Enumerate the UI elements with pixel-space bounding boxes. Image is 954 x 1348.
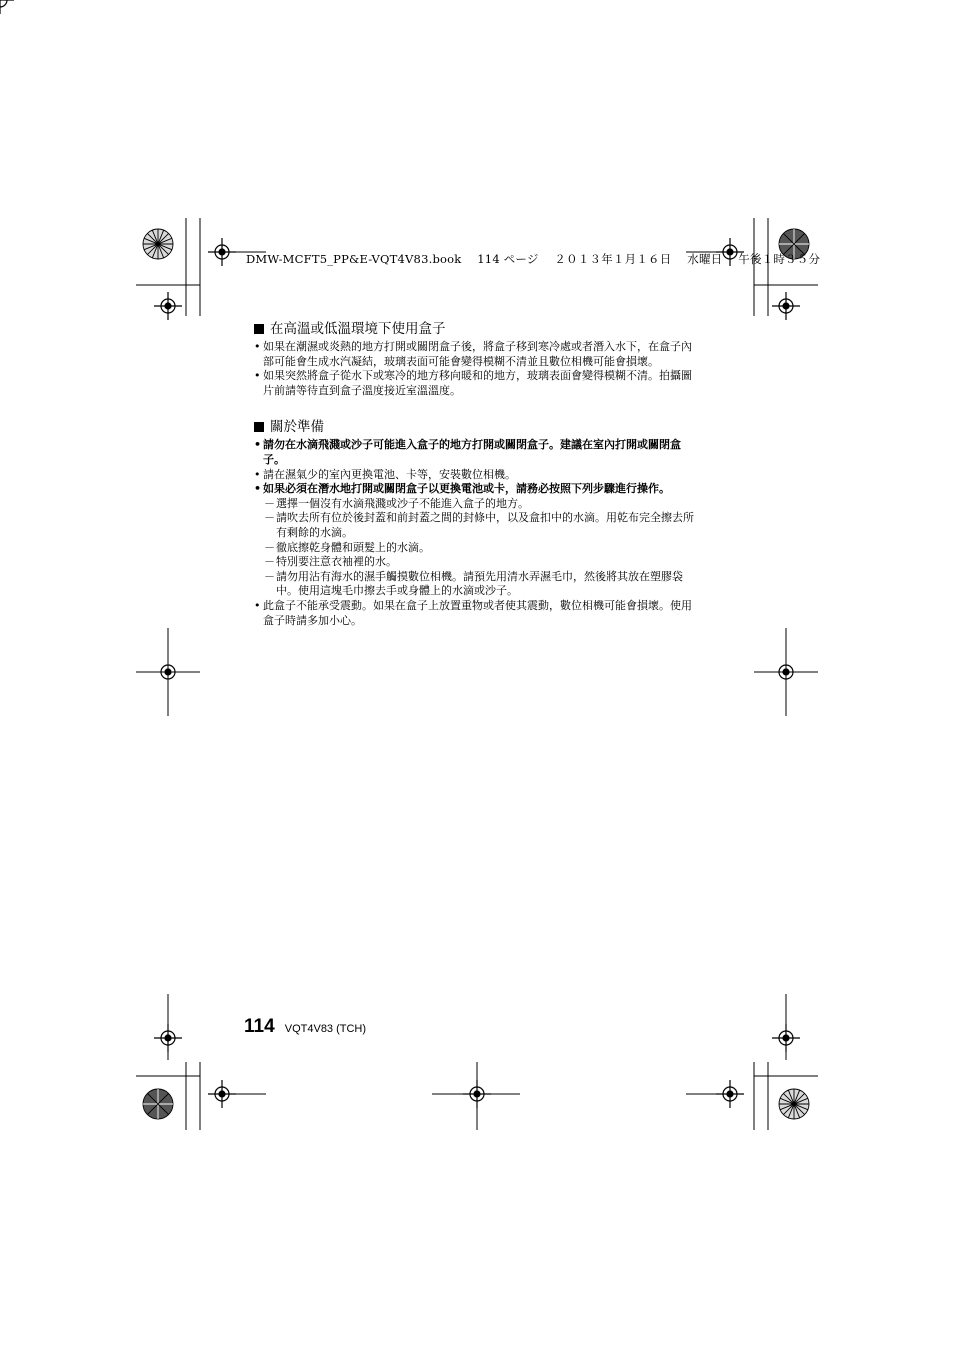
bullet-icon: • <box>254 369 261 383</box>
dash-icon: － <box>264 511 275 525</box>
section-heading <box>254 320 700 338</box>
bullet-icon: • <box>254 438 262 452</box>
page-content <box>254 320 700 648</box>
sub-list-item-text: 請勿用沾有海水的濕手觸摸數位相機。請預先用清水弄濕毛巾，然後將其放在塑膠袋中。使用這塊毛巾擦去手或身體上的水滴或沙子。 <box>276 569 683 598</box>
list-item <box>254 340 700 369</box>
dash-icon: － <box>264 569 275 583</box>
header-weekday: 水曜日 <box>687 252 723 266</box>
list-item <box>254 438 700 467</box>
section-title: 在高溫或低溫環境下使用盒子 <box>270 321 446 337</box>
list-item <box>254 482 700 497</box>
square-bullet-icon <box>254 324 264 334</box>
header-page-ref: 114 ページ <box>477 252 539 266</box>
sub-list-item-text: 請吹去所有位於後封蓋和前封蓋之間的封條中，以及盒扣中的水滴。用乾布完全擦去所有剩餘的水滴。 <box>276 511 694 539</box>
list-item-text: 如果必須在潛水地打開或關閉盒子以更換電池或卡，請務必按照下列步驟進行操作。 <box>263 482 670 496</box>
bullet-icon: • <box>254 340 261 353</box>
list-item-text: 請在濕氣少的室內更換電池、卡等，安裝數位相機。 <box>263 467 516 481</box>
header-filename: DMW-MCFT5_PP&E-VQT4V83.book <box>246 252 462 266</box>
bullet-icon: • <box>254 598 261 612</box>
bullet-icon: • <box>254 467 261 481</box>
list-item-text: 此盒子不能承受震動。如果在盒子上放置重物或者使其震動，數位相機可能會損壞。使用盒子時請多加小心。 <box>263 598 692 627</box>
page-number: 114 <box>244 1016 275 1037</box>
section-high-low-temperature <box>254 320 700 398</box>
square-bullet-icon <box>254 422 264 432</box>
dash-icon: － <box>264 555 275 569</box>
list-item-text: 如果在潮濕或炎熱的地方打開或關閉盒子後，將盒子移到寒冷處或者潛入水下，在盒子內部可能會生成水汽凝結，玻璃表面可能會變得模糊不清並且數位相機可能會損壞。 <box>263 340 692 368</box>
sub-list-item <box>254 570 700 599</box>
document-code: VQT4V83 (TCH) <box>284 1023 367 1035</box>
list-item <box>254 599 700 628</box>
page-footer <box>244 1016 366 1038</box>
header-date: ２０１３年１月１６日 <box>554 252 672 266</box>
sub-list-item <box>254 541 700 556</box>
list-item <box>254 369 700 398</box>
sub-list-item-text: 特別要注意衣袖裡的水。 <box>276 555 397 569</box>
section-heading <box>254 418 700 436</box>
sub-list-item-text: 徹底擦乾身體和頭髮上的水滴。 <box>276 540 430 554</box>
sub-list-item-text: 選擇一個沒有水滴飛濺或沙子不能進入盒子的地方。 <box>276 496 529 510</box>
header-time: 午後１時３５分 <box>738 252 821 266</box>
sub-list-item <box>254 555 700 570</box>
section-title: 關於準備 <box>270 419 324 436</box>
section-preparation <box>254 418 700 628</box>
bullet-icon: • <box>254 482 262 496</box>
list-item <box>254 468 700 483</box>
sub-list-item <box>254 511 700 540</box>
sub-list-item <box>254 497 700 512</box>
dash-icon: － <box>264 496 275 510</box>
list-item-text: 如果突然將盒子從水下或寒冷的地方移向暖和的地方，玻璃表面會變得模糊不清。拍攝圖片前請等待直到盒子溫度接近室溫溫度。 <box>263 369 692 397</box>
print-header <box>246 251 832 267</box>
dash-icon: － <box>264 540 275 554</box>
list-item-text: 請勿在水滴飛濺或沙子可能進入盒子的地方打開或關閉盒子。建議在室內打開或關閉盒子。 <box>263 438 681 466</box>
